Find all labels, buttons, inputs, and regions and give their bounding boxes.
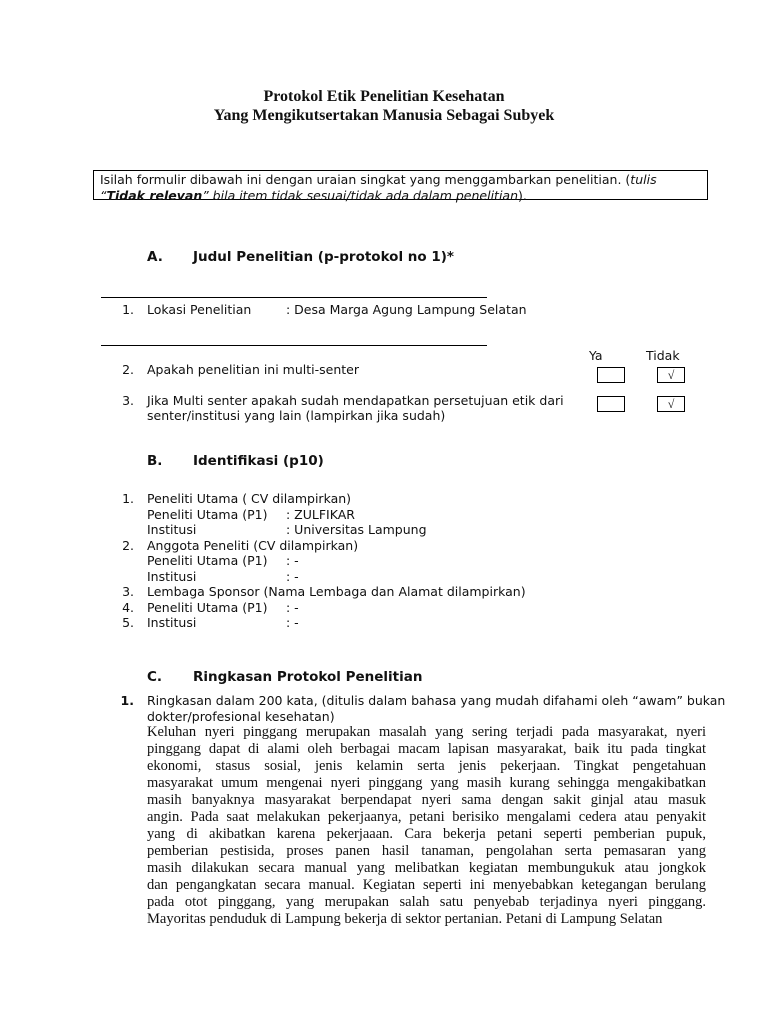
paragraph-line: pemberian pestisida, proses panen hasil tanaman, pengolahan serta pemasaran yang	[147, 843, 706, 859]
identifikasi-label: Anggota Peneliti (CV dilampirkan)	[147, 537, 359, 553]
identifikasi-value: : ZULFIKAR	[286, 506, 355, 522]
paragraph-line: dan pengangkatan secara manual. Kegiatan seperti ini menyebabkan ketegangan berulang	[147, 877, 706, 893]
item-label-persetujuan-line1: Jika Multi senter apakah sudah mendapatkan persetujuan etik dari	[147, 393, 564, 408]
paragraph-line: masih banyaknya masyarakat berpendapat nyeri sama dengan sakit ginjal atau masuk	[147, 792, 706, 808]
identifikasi-value: : -	[286, 615, 299, 630]
paragraph-line: masih dilakukan secara manual yang melibatkan kegiatan membungukuk atau jongkok	[147, 860, 706, 876]
identifikasi-label: Institusi	[147, 568, 197, 584]
instruction-close: ).	[518, 188, 527, 203]
identifikasi-label: Institusi	[147, 615, 197, 630]
identifikasi-value: : -	[286, 553, 299, 568]
item-value-lokasi: : Desa Marga Agung Lampung Selatan	[286, 302, 527, 317]
instruction-italic-rest: ” bila item tidak sesuai/tidak ada dalam penelitian	[202, 188, 518, 203]
instruction-box	[93, 170, 708, 203]
ringkasan-instruction-line2: dokter/profesional kesehatan)	[147, 708, 335, 724]
item-label-lokasi: Lokasi Penelitian	[147, 302, 252, 317]
answer-line	[101, 297, 487, 298]
instruction-tidak-relevan: Tidak relevan	[106, 188, 203, 203]
item-number: 2.	[122, 362, 134, 377]
section-c-title: Ringkasan Protokol Penelitian	[193, 669, 423, 685]
item-number: 1.	[120, 693, 134, 708]
instruction-italic: tulis “	[100, 172, 657, 203]
paragraph-line: ekonomi, stasus sosial, jenis kelamin serta jenis pekerjaan. Tingkat pengetahuan	[147, 758, 706, 774]
instruction-text: Isilah formulir dibawah ini dengan uraian singkat yang menggambarkan penelitian. (	[100, 172, 631, 187]
checkbox-ya-multisenter[interactable]	[597, 367, 625, 383]
identifikasi-value: : -	[286, 568, 299, 584]
item-number: 1.	[122, 491, 134, 506]
section-c-letter: C.	[147, 669, 163, 685]
identifikasi-label: Peneliti Utama (P1)	[147, 599, 268, 615]
checkbox-tidak-persetujuan[interactable]	[657, 396, 685, 412]
paragraph-line: masyarakat umum mengenai nyeri pinggang yang masih kurang sehingga mengakibatkan	[147, 775, 706, 791]
column-tidak: Tidak	[646, 348, 680, 363]
document-title-line1: Protokol Etik Penelitian Kesehatan	[263, 88, 505, 105]
check-mark-icon: √	[667, 397, 675, 411]
item-number: 1.	[122, 302, 134, 317]
paragraph-line: Keluhan nyeri pinggang merupakan masalah yang sering terjadi pada masyarakat, nyeri	[147, 724, 706, 740]
paragraph-line: pinggang dapat di alami oleh berbagai macam lapisan masyarakat, baik itu pada tingkat	[147, 741, 706, 757]
identifikasi-label: Peneliti Utama (P1)	[147, 553, 268, 568]
document-title-line2: Yang Mengikutsertakan Manusia Sebagai Subyek	[213, 107, 555, 124]
section-a-title: Judul Penelitian (p-protokol no 1)*	[193, 249, 454, 265]
identifikasi-label: Peneliti Utama ( CV dilampirkan)	[147, 491, 352, 506]
section-b-letter: B.	[147, 453, 163, 469]
item-number: 5.	[122, 615, 134, 630]
answer-line	[101, 345, 487, 346]
identifikasi-label: Peneliti Utama (P1)	[147, 506, 268, 522]
identifikasi-value: : -	[286, 599, 299, 615]
checkbox-ya-persetujuan[interactable]	[597, 396, 625, 412]
paragraph-line: angin. Pada saat melakukan pekerjaanya, petani berisiko mengalami cedera atau penyakit	[147, 809, 706, 825]
checkbox-tidak-multisenter[interactable]	[657, 367, 685, 383]
item-label-multisenter: Apakah penelitian ini multi-senter	[147, 362, 359, 377]
item-number: 2.	[122, 537, 134, 553]
identifikasi-label: Lembaga Sponsor (Nama Lembaga dan Alamat dilampirkan)	[147, 584, 526, 599]
item-number: 3.	[122, 393, 134, 408]
check-mark-icon: √	[667, 368, 675, 382]
identifikasi-value: : Universitas Lampung	[286, 522, 427, 537]
column-ya: Ya	[589, 348, 603, 363]
item-number: 3.	[122, 584, 134, 599]
item-label-persetujuan-line2: senter/institusi yang lain (lampirkan jika sudah)	[147, 408, 446, 423]
paragraph-line: Mayoritas penduduk di Lampung bekerja di sektor pertanian. Petani di Lampung Selatan	[147, 911, 663, 927]
ringkasan-instruction-line1: Ringkasan dalam 200 kata, (ditulis dalam bahasa yang mudah difahami oleh “awam” bukan	[147, 693, 726, 708]
paragraph-line: yang di akibatkan karena pekerjaaan. Cara bekerja petani seperti pemberian pupuk,	[147, 826, 706, 842]
item-number: 4.	[122, 599, 134, 615]
section-a-letter: A.	[147, 249, 163, 265]
ringkasan-paragraph	[147, 724, 706, 928]
section-b-title: Identifikasi (p10)	[193, 453, 324, 469]
paragraph-line: pada otot pinggang, yang merupakan salah satu penyebab terjadinya nyeri pinggang.	[147, 894, 706, 910]
identifikasi-label: Institusi	[147, 522, 197, 537]
